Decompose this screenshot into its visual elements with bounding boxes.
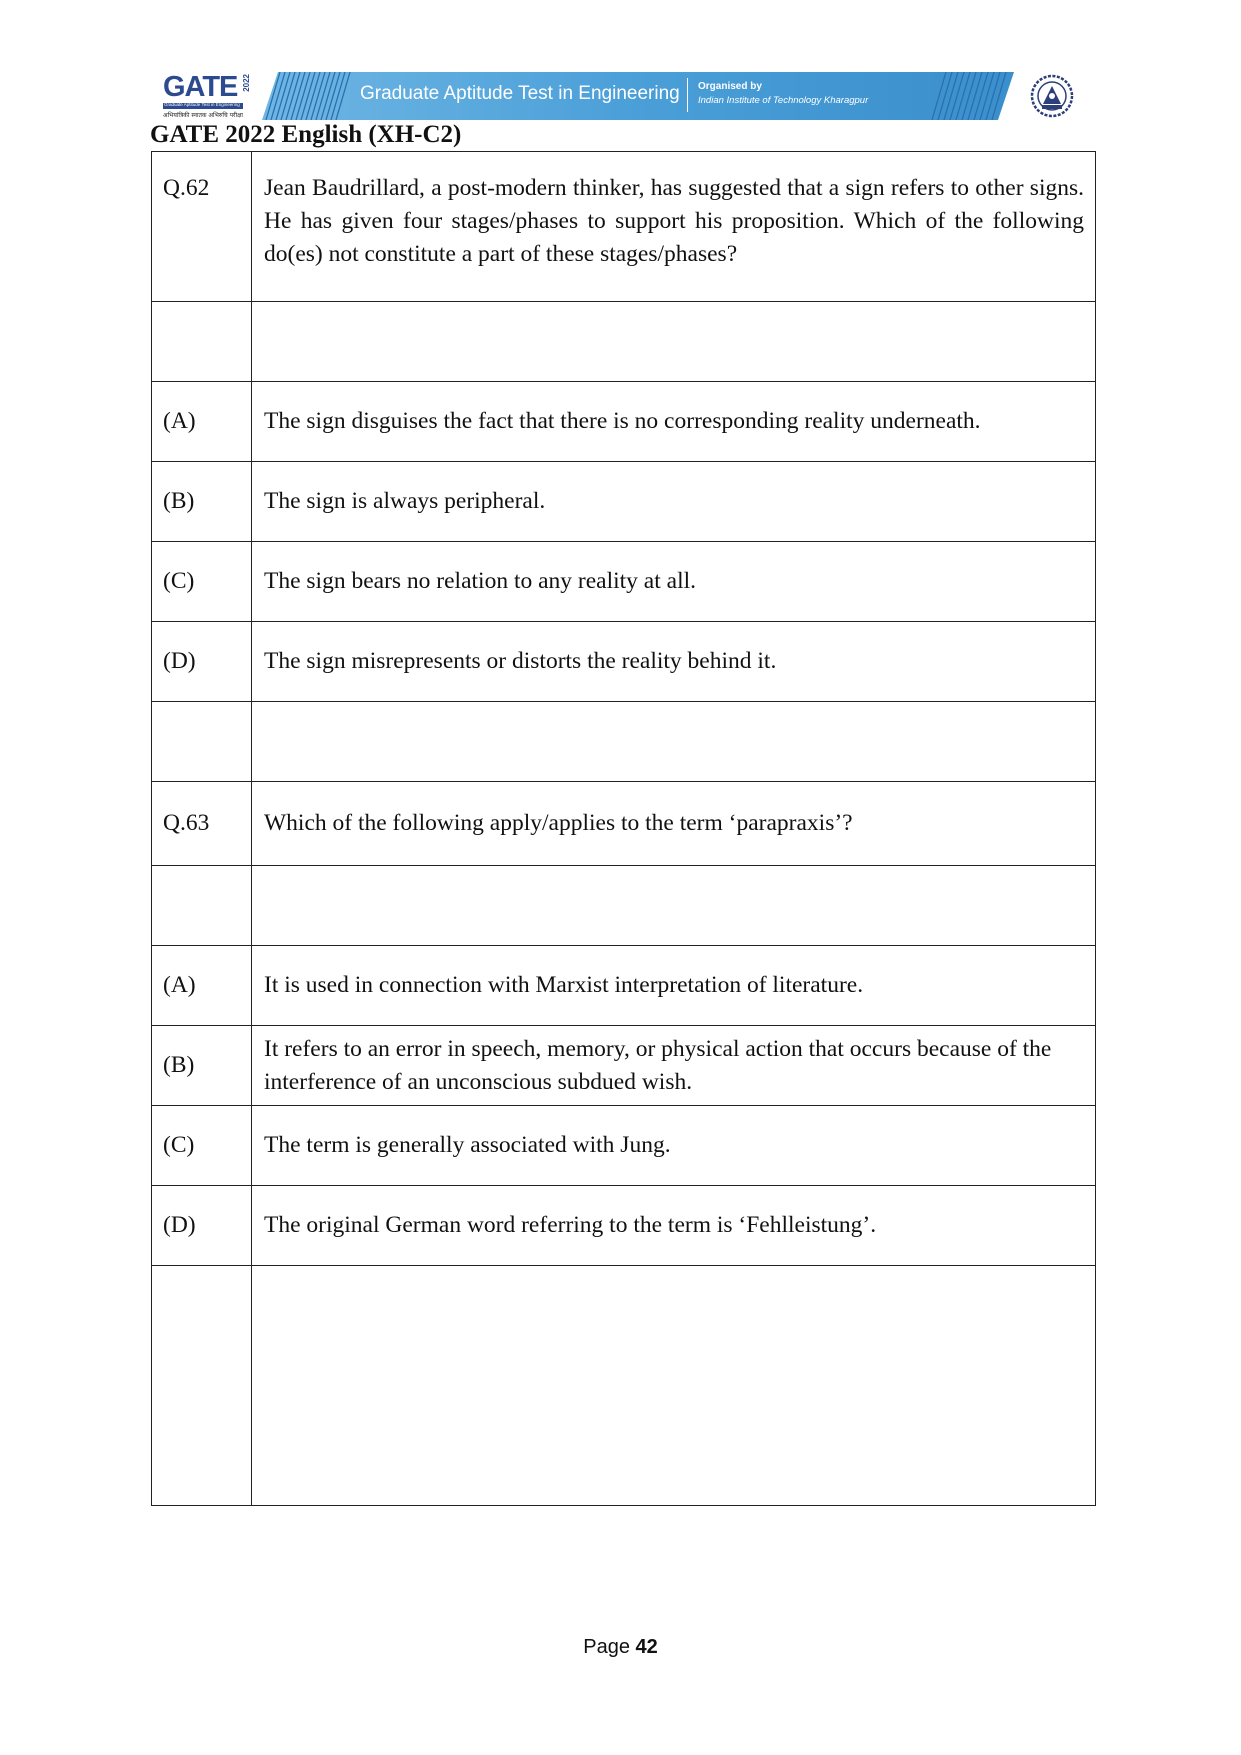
iit-kharagpur-emblem-icon [1030, 74, 1074, 118]
question-table [151, 151, 1096, 1506]
document-title: GATE 2022 English (XH-C2) [150, 121, 462, 148]
option-row [152, 462, 1096, 542]
gate-logo-hindi: अभियांत्रिकी स्नातक अभिरुचि परीक्षा [163, 112, 243, 119]
option-text: The original German word referring to the term is ‘Fehlleistung’. [252, 1186, 1096, 1266]
option-text: The sign bears no relation to any reality at all. [252, 542, 1096, 622]
option-row [152, 1026, 1096, 1106]
spacer-row [152, 866, 1096, 946]
question-text: Which of the following apply/applies to the term ‘parapraxis’? [252, 782, 1096, 866]
option-label: (A) [152, 382, 252, 462]
institute-name: Indian Institute of Technology Kharagpur [698, 95, 869, 106]
option-label: (D) [152, 622, 252, 702]
option-text: The sign disguises the fact that there is no corresponding reality underneath. [252, 382, 1096, 462]
option-label: (D) [152, 1186, 252, 1266]
question-number: Q.63 [152, 782, 252, 866]
question-number: Q.62 [152, 152, 252, 302]
option-label: (A) [152, 946, 252, 1026]
page-number: 42 [635, 1636, 658, 1658]
page-label: Page [583, 1636, 630, 1658]
option-label: (C) [152, 1106, 252, 1186]
header-banner [160, 70, 1080, 122]
gate-logo [160, 72, 252, 120]
option-row [152, 382, 1096, 462]
question-row [152, 152, 1096, 302]
option-text: It is used in connection with Marxist interpretation of literature. [252, 946, 1096, 1026]
organised-by-label: Organised by [698, 81, 762, 92]
option-text: The sign is always peripheral. [252, 462, 1096, 542]
option-row [152, 1186, 1096, 1266]
gate-logo-word: GATE [163, 71, 238, 103]
option-row [152, 946, 1096, 1026]
option-label: (B) [152, 462, 252, 542]
spacer-row [152, 302, 1096, 382]
option-label: (C) [152, 542, 252, 622]
option-row [152, 622, 1096, 702]
spacer-row [152, 1266, 1096, 1506]
question-row [152, 782, 1096, 866]
gate-logo-strip-text: Graduate Aptitude Test in Engineering [164, 102, 240, 107]
question-text: Jean Baudrillard, a post-modern thinker, has suggested that a sign refers to other signs. He has given four stages/phases to support his proposition. Which of the following do(es) not constitute a part of these stages/phases? [252, 152, 1096, 302]
option-row [152, 1106, 1096, 1186]
option-row [152, 542, 1096, 622]
option-text: The sign misrepresents or distorts the reality behind it. [252, 622, 1096, 702]
option-text: It refers to an error in speech, memory, or physical action that occurs because of the interference of an unconscious subdued wish. [252, 1026, 1096, 1106]
spacer-row [152, 702, 1096, 782]
banner-divider [687, 78, 688, 112]
gate-logo-year: 2022 [242, 74, 251, 92]
banner-title: Graduate Aptitude Test in Engineering [360, 83, 680, 104]
option-label: (B) [152, 1026, 252, 1106]
page-footer [0, 1636, 1241, 1659]
option-text: The term is generally associated with Jung. [252, 1106, 1096, 1186]
